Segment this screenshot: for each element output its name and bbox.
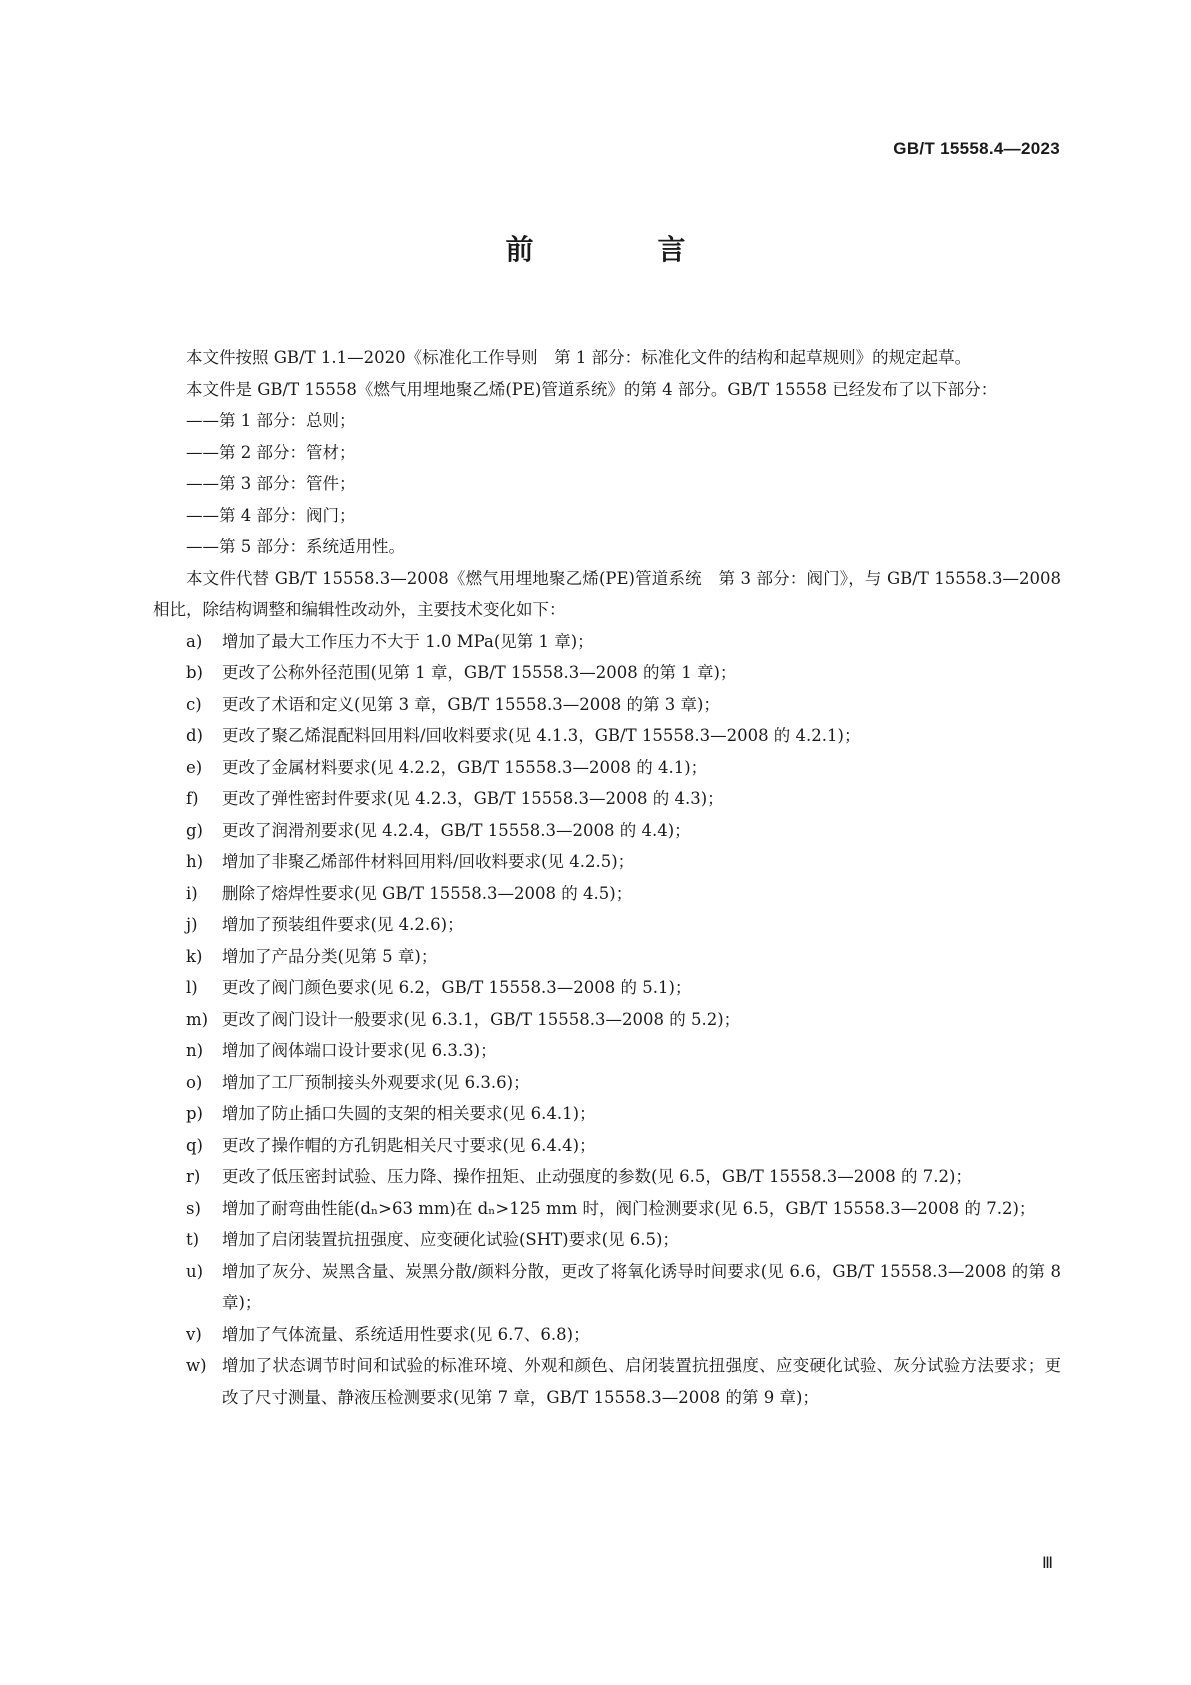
change-text: 增加了非聚乙烯部件材料回用料/回收料要求(见 4.2.5)；	[222, 852, 635, 871]
change-text: 更改了公称外径范围(见第 1 章，GB/T 15558.3—2008 的第 1 章)；	[222, 663, 737, 682]
change-item	[153, 1161, 1061, 1193]
change-label: c)	[186, 694, 202, 714]
change-text: 更改了阀门颜色要求(见 6.2，GB/T 15558.3—2008 的 5.1)；	[222, 978, 692, 997]
change-text: 更改了弹性密封件要求(见 4.2.3，GB/T 15558.3—2008 的 4.3)；	[222, 789, 724, 808]
list-item: ——第 2 部分：管材；	[186, 442, 356, 462]
change-item	[153, 1035, 1061, 1067]
change-text: 增加了气体流量、系统适用性要求(见 6.7、6.8)；	[222, 1324, 590, 1344]
list-item: ——第 5 部分：系统适用性。	[186, 537, 405, 556]
change-item	[153, 941, 1061, 973]
change-label: p)	[186, 1104, 203, 1123]
change-text: 删除了熔焊性要求(见 GB/T 15558.3—2008 的 4.5)；	[222, 883, 633, 903]
parts-list	[153, 405, 1061, 563]
change-item	[153, 878, 1061, 910]
change-item	[153, 1350, 1061, 1413]
paragraph-series-parts: 本文件是 GB/T 15558《燃气用埋地聚乙烯(PE)管道系统》的第 4 部分。GB/T 15558 已经发布了以下部分：	[186, 379, 998, 399]
change-item	[153, 626, 1061, 658]
change-text: 增加了阀体端口设计要求(见 6.3.3)；	[222, 1041, 497, 1060]
change-label: o)	[186, 1072, 203, 1092]
change-text: 更改了阀门设计一般要求(见 6.3.1，GB/T 15558.3—2008 的 5.2)；	[222, 1009, 741, 1029]
change-label: t)	[186, 1230, 200, 1249]
change-item	[153, 846, 1061, 878]
change-text: 增加了启闭装置抗扭强度、应变硬化试验(SHT)要求(见 6.5)；	[222, 1230, 679, 1249]
change-label: f)	[186, 789, 199, 808]
list-item: ——第 1 部分：总则；	[186, 411, 356, 430]
change-text: 增加了状态调节时间和试验的标准环境、外观和颜色、启闭装置抗扭强度、应变硬化试验、灰分试验方法要求；更改了尺寸测量、静液压检测要求(见第 7 章，GB/T 15558.3—2008 的第 9 章)；	[222, 1356, 1061, 1407]
change-text: 增加了耐弯曲性能(dₙ>63 mm)在 dₙ>125 mm 时，阀门检测要求(见 6.5，GB/T 15558.3—2008 的 7.2)；	[222, 1198, 1036, 1218]
change-text: 增加了最大工作压力不大于 1.0 MPa(见第 1 章)；	[222, 631, 594, 651]
change-text: 增加了防止插口失圆的支架的相关要求(见 6.4.1)；	[222, 1104, 596, 1123]
change-label: l)	[186, 978, 198, 997]
change-item	[153, 815, 1061, 847]
change-text: 更改了低压密封试验、压力降、操作扭矩、止动强度的参数(见 6.5，GB/T 15558.3—2008 的 7.2)；	[222, 1167, 972, 1186]
change-item	[153, 657, 1061, 689]
change-label: d)	[186, 726, 203, 745]
change-text: 更改了金属材料要求(见 4.2.2，GB/T 15558.3—2008 的 4.1)；	[222, 757, 708, 777]
change-label: u)	[186, 1261, 204, 1281]
change-text: 增加了灰分、炭黑含量、炭黑分散/颜料分散，更改了将氧化诱导时间要求(见 6.6，GB/T 15558.3—2008 的第 8 章)；	[222, 1261, 1061, 1312]
change-label: m)	[186, 1009, 209, 1029]
change-label: i)	[186, 883, 198, 903]
change-label: k)	[186, 946, 203, 966]
change-label: v)	[186, 1324, 202, 1344]
change-text: 更改了操作帽的方孔钥匙相关尺寸要求(见 6.4.4)；	[222, 1135, 596, 1155]
change-text: 更改了润滑剂要求(见 4.2.4，GB/T 15558.3—2008 的 4.4)；	[222, 820, 691, 840]
list-item: ——第 3 部分：管件；	[186, 474, 356, 493]
change-label: n)	[186, 1041, 204, 1060]
standard-number: GB/T 15558.4—2023	[893, 139, 1060, 158]
change-label: g)	[186, 820, 203, 840]
change-label: b)	[186, 663, 203, 682]
change-item	[153, 1067, 1061, 1099]
change-label: q)	[186, 1135, 203, 1155]
change-item	[153, 1004, 1061, 1036]
change-item	[153, 1193, 1061, 1225]
change-item	[153, 720, 1061, 752]
change-item	[153, 689, 1061, 721]
change-item	[153, 972, 1061, 1004]
paragraph-replacement: 本文件代替 GB/T 15558.3—2008《燃气用埋地聚乙烯(PE)管道系统 第 3 部分：阀门》，与 GB/T 15558.3—2008 相比，除结构调整和编辑性改动外，主要技术变化如下：	[153, 568, 1061, 619]
list-item: ——第 4 部分：阀门；	[186, 505, 356, 525]
change-item	[153, 752, 1061, 784]
change-item	[153, 1098, 1061, 1130]
change-label: h)	[186, 852, 204, 871]
change-text: 更改了术语和定义(见第 3 章，GB/T 15558.3—2008 的第 3 章)；	[222, 694, 720, 714]
change-item	[153, 1256, 1061, 1319]
change-item	[153, 909, 1061, 941]
change-text: 更改了聚乙烯混配料回用料/回收料要求(见 4.1.3，GB/T 15558.3—2008 的 4.2.1)；	[222, 726, 861, 745]
change-text: 增加了工厂预制接头外观要求(见 6.3.6)；	[222, 1072, 530, 1092]
page-number: Ⅲ	[1041, 1555, 1053, 1572]
change-label: w)	[186, 1356, 207, 1375]
change-item	[153, 1319, 1061, 1351]
preface-body	[153, 342, 1061, 1413]
paragraph-drafting-rules: 本文件按照 GB/T 1.1—2020《标准化工作导则 第 1 部分：标准化文件的结构和起草规则》的规定起草。	[186, 348, 972, 367]
change-item	[153, 1130, 1061, 1162]
page-title: 前 言	[505, 233, 734, 266]
change-text: 增加了产品分类(见第 5 章)；	[222, 946, 438, 966]
change-label: r)	[186, 1167, 201, 1186]
change-label: e)	[186, 757, 203, 777]
change-label: a)	[186, 631, 203, 651]
change-label: j)	[186, 915, 198, 934]
change-item	[153, 1224, 1061, 1256]
change-text: 增加了预装组件要求(见 4.2.6)；	[222, 915, 464, 934]
change-item	[153, 783, 1061, 815]
change-label: s)	[186, 1198, 201, 1218]
changes-list	[153, 626, 1061, 1414]
